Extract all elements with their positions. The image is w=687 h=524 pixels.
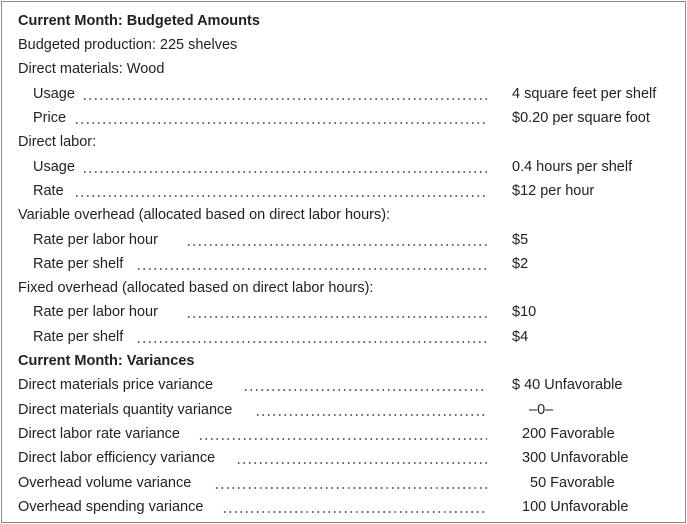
- dm-price-value: $0.20 per square foot: [512, 110, 650, 126]
- variance-value: 300 Unfavorable: [522, 450, 629, 466]
- dot-leader: [255, 414, 487, 416]
- variance-label: Direct materials quantity variance: [18, 402, 233, 418]
- dl-rate-label: Rate: [33, 183, 64, 199]
- dl-usage-value: 0.4 hours per shelf: [512, 159, 633, 175]
- dl-usage-label: Usage: [33, 159, 75, 175]
- dot-leader: [136, 341, 487, 343]
- budgeted-production-label: Budgeted production: 225 shelves: [18, 37, 238, 53]
- dot-leader: [198, 438, 487, 440]
- fo-rate-shelf-label: Rate per shelf: [33, 329, 124, 345]
- variance-value: 200 Favorable: [522, 426, 615, 442]
- dot-leader: [82, 171, 487, 173]
- variance-value: –0–: [529, 402, 554, 418]
- budget-heading: Current Month: Budgeted Amounts: [18, 13, 260, 29]
- vo-rate-hour-label: Rate per labor hour: [33, 232, 158, 248]
- dm-price-row: [2, 106, 685, 130]
- vo-heading-row: [2, 203, 685, 227]
- dm-heading: Direct materials: Wood: [18, 61, 165, 77]
- dm-heading-row: [2, 57, 685, 81]
- dot-leader: [82, 98, 487, 100]
- dot-leader: [236, 462, 487, 464]
- variance-label: Overhead spending variance: [18, 499, 204, 515]
- dot-leader: [74, 195, 487, 197]
- variance-label: Direct labor rate variance: [18, 426, 180, 442]
- vo-rate-shelf-label: Rate per shelf: [33, 256, 124, 272]
- dm-price-label: Price: [33, 110, 67, 126]
- dot-leader: [136, 268, 487, 270]
- variance-row: [2, 422, 685, 446]
- fo-heading-row: [2, 276, 685, 300]
- vo-rate-shelf-value: $2: [512, 256, 529, 272]
- dot-leader: [214, 487, 487, 489]
- fo-heading: Fixed overhead (allocated based on direct labor hours):: [18, 280, 374, 296]
- dot-leader: [186, 316, 487, 318]
- dot-leader: [222, 511, 487, 513]
- variance-value: 50 Favorable: [530, 475, 615, 491]
- dl-rate-value: $12 per hour: [512, 183, 595, 199]
- variance-value: 100 Unfavorable: [522, 499, 629, 515]
- variance-label: Direct materials price variance: [18, 377, 214, 393]
- fo-rate-hour-value: $10: [512, 304, 537, 320]
- dl-heading-row: [2, 130, 685, 154]
- variance-row: [2, 495, 685, 519]
- vo-rate-hour-value: $5: [512, 232, 529, 248]
- variance-label: Overhead volume variance: [18, 475, 192, 491]
- vo-heading: Variable overhead (allocated based on direct labor hours):: [18, 207, 391, 223]
- variances-heading: Current Month: Variances: [18, 353, 195, 369]
- fo-rate-shelf-value: $4: [512, 329, 529, 345]
- dot-leader: [186, 244, 487, 246]
- dl-usage-row: [2, 155, 685, 179]
- vo-rate-shelf-row: [2, 252, 685, 276]
- fo-rate-hour-label: Rate per labor hour: [33, 304, 158, 320]
- dl-rate-row: [2, 179, 685, 203]
- dm-usage-row: [2, 82, 685, 106]
- variance-row: [2, 446, 685, 470]
- dm-usage-value: 4 square feet per shelf: [512, 86, 657, 102]
- budgeted-production-row: [2, 33, 685, 57]
- variance-row: [2, 471, 685, 495]
- dm-usage-label: Usage: [33, 86, 75, 102]
- fo-rate-shelf-row: [2, 325, 685, 349]
- variance-label: Direct labor efficiency variance: [18, 450, 216, 466]
- variance-value: $ 40 Unfavorable: [512, 377, 623, 393]
- fo-rate-hour-row: [2, 300, 685, 324]
- variance-row: [2, 398, 685, 422]
- dl-heading: Direct labor:: [18, 134, 97, 150]
- dot-leader: [243, 389, 487, 391]
- vo-rate-hour-row: [2, 228, 685, 252]
- dot-leader: [74, 122, 487, 124]
- variance-row: [2, 373, 685, 397]
- budget-table: [1, 1, 686, 523]
